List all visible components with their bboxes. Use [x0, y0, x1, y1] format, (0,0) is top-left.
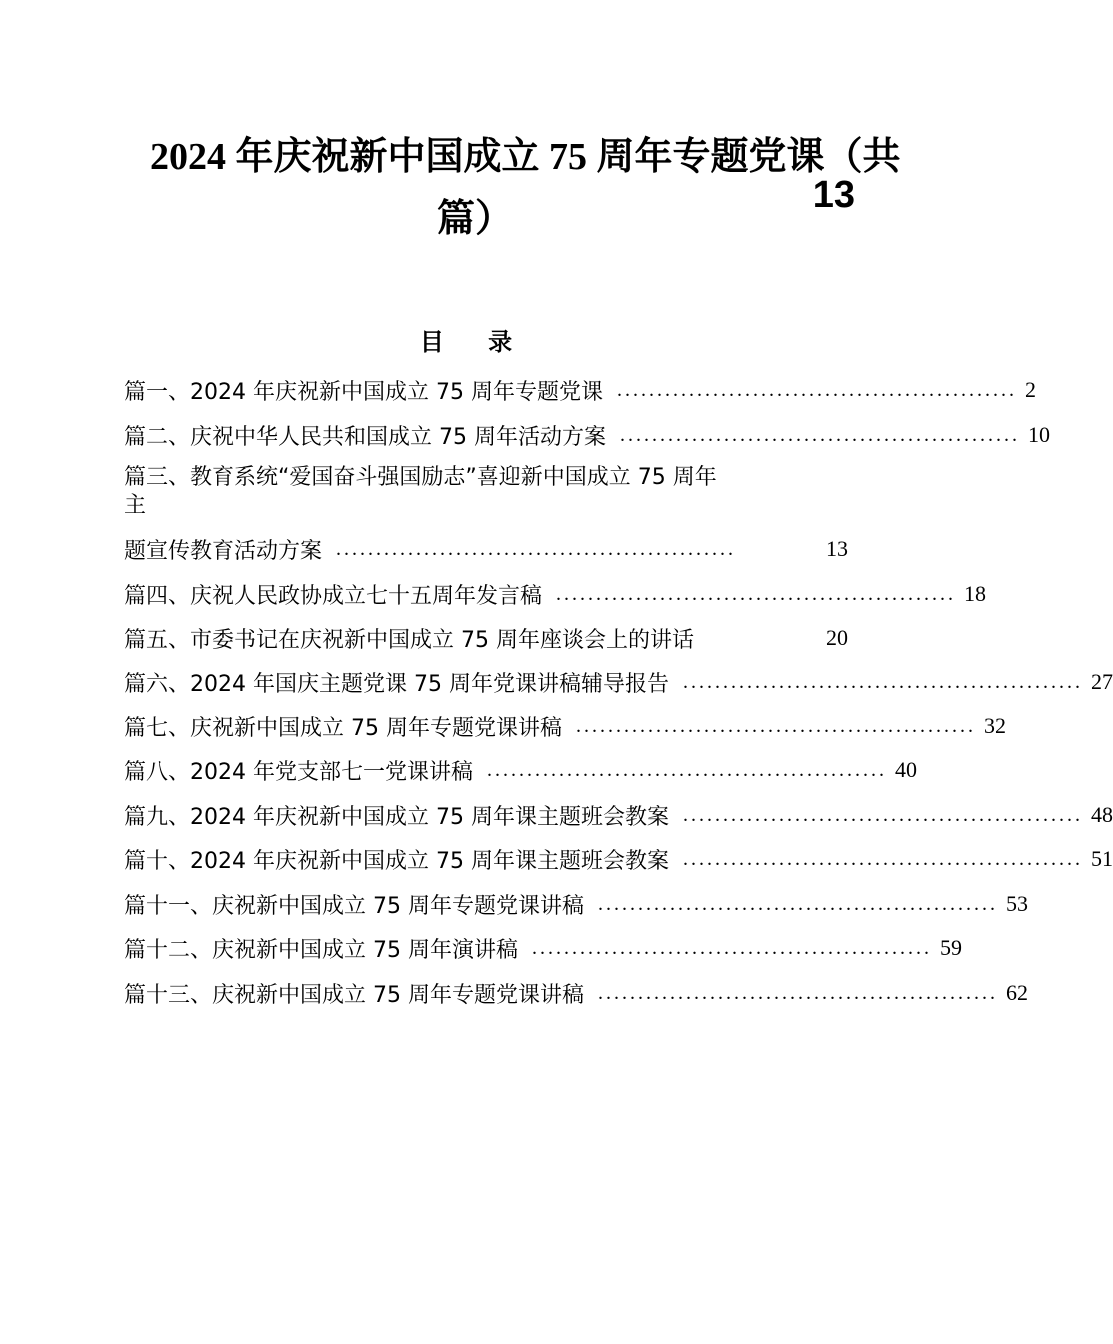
toc-leader-dots: .................................................. — [597, 981, 998, 1004]
toc-leader-dots: .................................................. — [486, 758, 887, 781]
toc-entry-label: 篇七、庆祝新中国成立 75 周年专题党课讲稿 — [124, 715, 562, 741]
toc-entry-13[interactable] — [124, 977, 1028, 1009]
toc-entry-9[interactable] — [124, 799, 1113, 831]
toc-leader-dots: .................................................. — [616, 378, 1017, 401]
toc-entry-1[interactable] — [124, 374, 1036, 406]
toc-leader-dots: .................................................. — [682, 847, 1083, 870]
toc-entry-3-line-2[interactable]: 主 — [124, 493, 147, 518]
toc-entry-page: 51 — [1090, 846, 1113, 871]
toc-leader-dots: .................................................. — [682, 670, 1083, 693]
toc-entry-7[interactable] — [124, 710, 1006, 742]
toc-entry-page: 48 — [1090, 802, 1113, 827]
toc-entry-label: 题宣传教育活动方案 — [124, 538, 323, 564]
toc-entry-label: 篇十二、庆祝新中国成立 75 周年演讲稿 — [124, 937, 518, 963]
toc-leader-dots: .................................................. — [556, 582, 957, 605]
document-title-line-2: 13 — [812, 174, 855, 216]
toc-entry-5[interactable] — [124, 622, 848, 654]
toc-entry-page: 59 — [939, 935, 962, 960]
toc-entry-8[interactable] — [124, 754, 917, 786]
toc-entry-page: 62 — [1005, 980, 1028, 1005]
toc-leader-dots: .................................................. — [619, 423, 1020, 446]
toc-entry-2[interactable] — [124, 419, 1050, 451]
toc-entry-label: 篇十三、庆祝新中国成立 75 周年专题党课讲稿 — [124, 982, 584, 1008]
toc-entry-label: 篇一、2024 年庆祝新中国成立 75 周年专题党课 — [124, 379, 603, 405]
toc-entry-11[interactable] — [124, 888, 1028, 920]
toc-entry-page: 27 — [1090, 669, 1113, 694]
toc-heading: 目 录 — [419, 328, 531, 356]
toc-entry-12[interactable] — [124, 932, 962, 964]
toc-entry-page: 40 — [894, 757, 917, 782]
toc-leader-dots: .................................................. — [336, 537, 737, 560]
toc-entry-label: 篇十、2024 年庆祝新中国成立 75 周年课主题班会教案 — [124, 848, 669, 874]
toc-entry-page: 53 — [1005, 891, 1028, 916]
toc-entry-6[interactable] — [124, 666, 1113, 698]
toc-entry-page: 2 — [1024, 377, 1036, 402]
toc-entry-10[interactable] — [124, 843, 1113, 875]
toc-entry-label: 篇四、庆祝人民政协成立七十五周年发言稿 — [124, 583, 543, 609]
toc-leader-dots: .................................................. — [575, 714, 976, 737]
toc-entry-page: 13 — [826, 536, 848, 561]
toc-entry-label: 篇十一、庆祝新中国成立 75 周年专题党课讲稿 — [124, 893, 584, 919]
toc-entry-page: 32 — [983, 713, 1006, 738]
document-title-line-1: 2024 年庆祝新中国成立 75 周年专题党课（共 — [150, 136, 901, 178]
toc-entry-page: 18 — [964, 581, 987, 606]
toc-entry-3-line-1[interactable]: 篇三、教育系统“爱国奋斗强国励志”喜迎新中国成立 75 周年 — [124, 465, 717, 490]
toc-entry-page: 10 — [1027, 422, 1050, 447]
document-title-line-3: 篇） — [436, 198, 513, 240]
toc-leader-dots: .................................................. — [682, 803, 1083, 826]
toc-entry-4[interactable] — [124, 578, 987, 610]
toc-entry-label: 篇八、2024 年党支部七一党课讲稿 — [124, 759, 473, 785]
toc-leader-dots: .................................................. — [531, 936, 932, 959]
toc-entry-label: 篇二、庆祝中华人民共和国成立 75 周年活动方案 — [124, 424, 606, 450]
toc-entry-label: 篇九、2024 年庆祝新中国成立 75 周年课主题班会教案 — [124, 804, 669, 830]
toc-entry-3[interactable] — [124, 533, 848, 565]
toc-leader-dots: .................................................. — [597, 892, 998, 915]
toc-entry-page: 20 — [826, 625, 848, 650]
toc-entry-label: 篇五、市委书记在庆祝新中国成立 75 周年座谈会上的讲话 — [124, 627, 694, 653]
toc-entry-label: 篇六、2024 年国庆主题党课 75 周年党课讲稿辅导报告 — [124, 671, 669, 697]
